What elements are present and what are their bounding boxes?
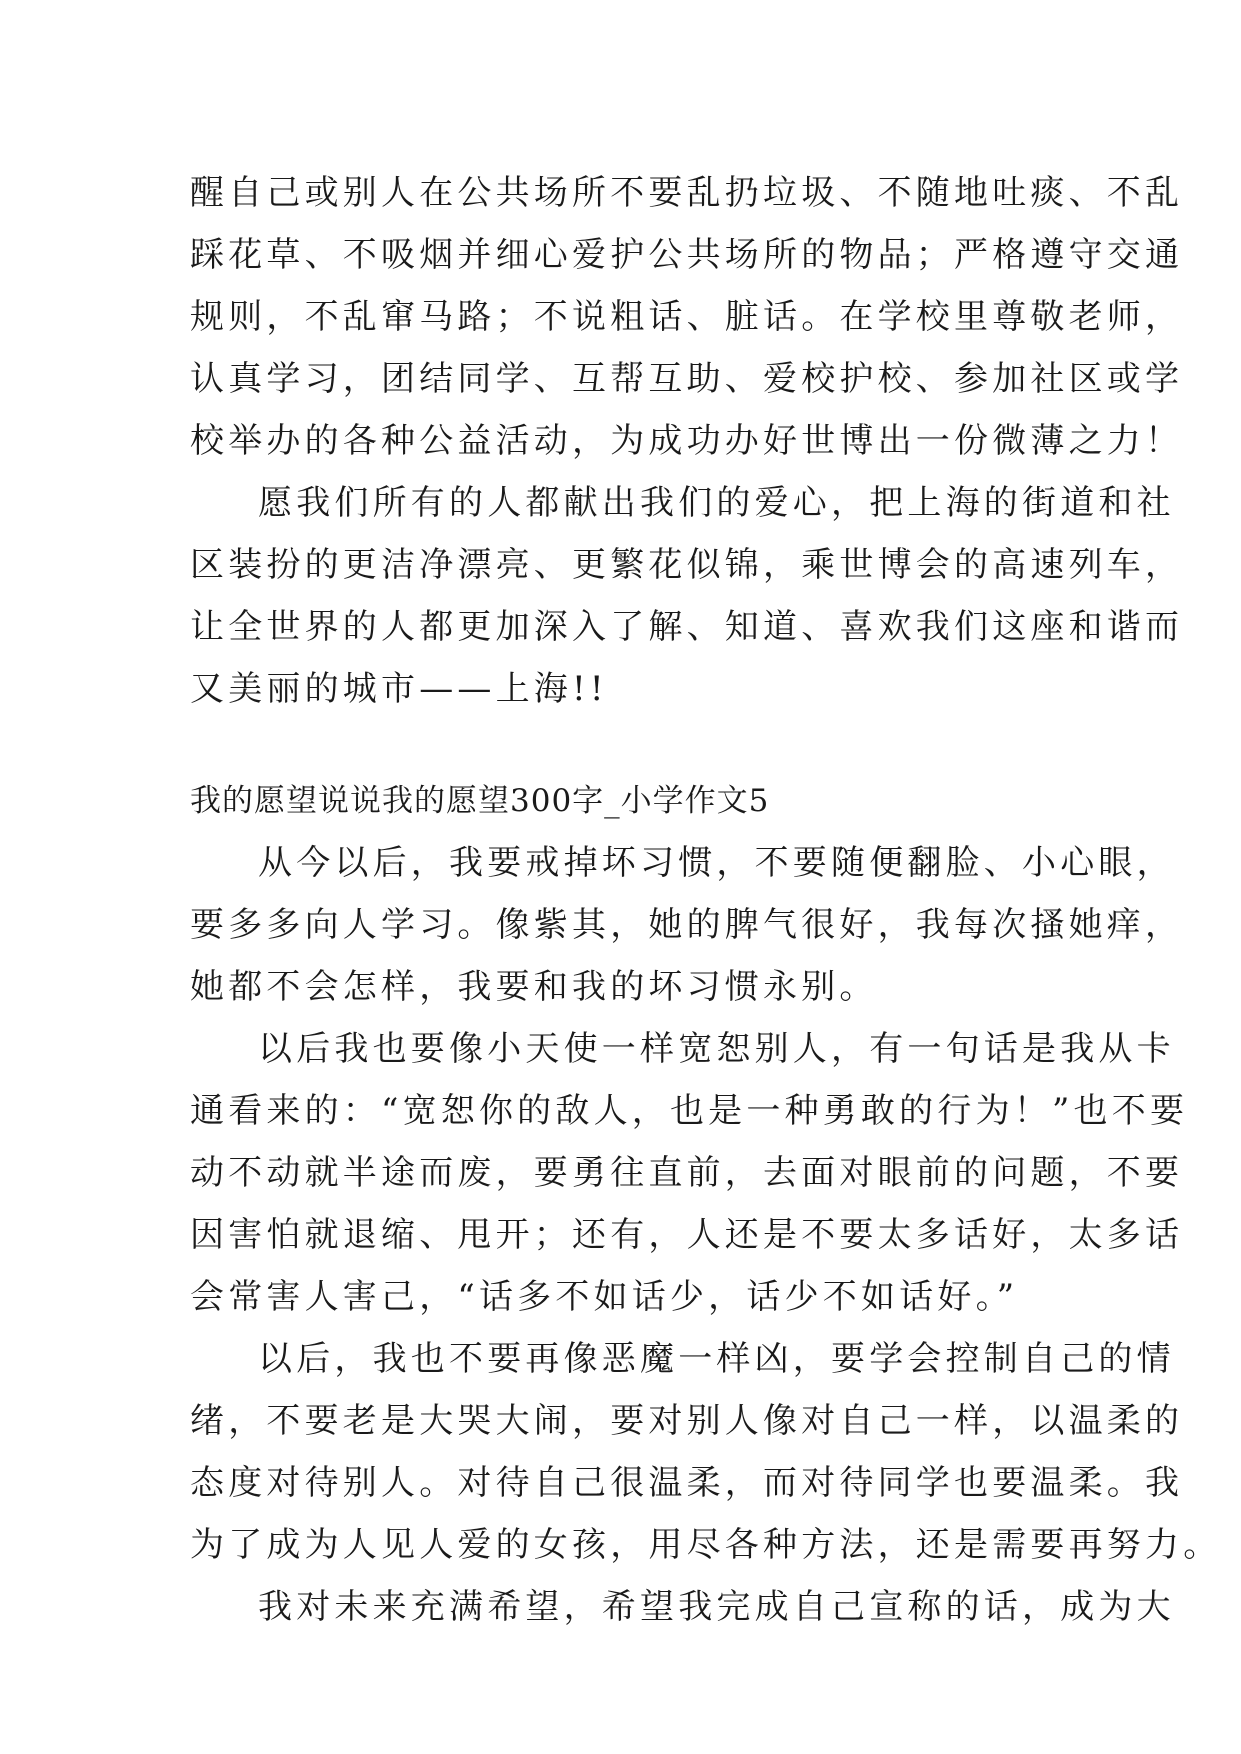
text-line: 区装扮的更洁净漂亮、更繁花似锦，乘世博会的高速列车，	[190, 545, 1184, 585]
text-line: 通看来的：“宽恕你的敌人，也是一种勇敢的行为！”也不要	[190, 1091, 1189, 1131]
paragraph-first-line: 以后我也要像小天使一样宽恕别人，有一句话是我从卡	[258, 1029, 1175, 1069]
text-line: 校举办的各种公益活动，为成功办好世博出一份微薄之力！	[190, 421, 1184, 461]
document-body	[190, 162, 1222, 1638]
text-line: 让全世界的人都更加深入了解、知道、喜欢我们这座和谐而	[190, 607, 1184, 647]
paragraph-first-line: 我对未来充满希望，希望我完成自己宣称的话，成为大	[258, 1587, 1175, 1627]
section-title: 我的愿望说说我的愿望300字_小学作文5	[190, 783, 770, 819]
text-line: 认真学习，团结同学、互帮互助、爱校护校、参加社区或学	[190, 359, 1184, 399]
text-line: 因害怕就退缩、甩开；还有，人还是不要太多话好，太多话	[190, 1215, 1184, 1255]
paragraph-first-line: 从今以后，我要戒掉坏习惯，不要随便翻脸、小心眼，	[258, 843, 1175, 883]
text-line: 绪，不要老是大哭大闹，要对别人像对自己一样，以温柔的	[190, 1401, 1184, 1441]
text-line: 醒自己或别人在公共场所不要乱扔垃圾、不随地吐痰、不乱	[190, 173, 1184, 213]
text-line: 又美丽的城市——上海!!	[190, 669, 608, 709]
paragraph-first-line: 以后，我也不要再像恶魔一样凶，要学会控制自己的情	[258, 1339, 1175, 1379]
text-line: 踩花草、不吸烟并细心爱护公共场所的物品；严格遵守交通	[190, 235, 1184, 275]
section-spacer	[190, 720, 1070, 770]
text-line: 要多多向人学习。像紫其，她的脾气很好，我每次搔她痒，	[190, 905, 1184, 945]
text-line: 规则，不乱窜马路；不说粗话、脏话。在学校里尊敬老师，	[190, 297, 1184, 337]
text-line: 为了成为人见人爱的女孩，用尽各种方法，还是需要再努力。	[190, 1525, 1222, 1565]
text-line: 会常害人害己，“话多不如话少，话少不如话好。”	[190, 1277, 1019, 1317]
text-line: 态度对待别人。对待自己很温柔，而对待同学也要温柔。我	[190, 1463, 1184, 1503]
text-line: 动不动就半途而废，要勇往直前，去面对眼前的问题，不要	[190, 1153, 1184, 1193]
text-line: 她都不会怎样，我要和我的坏习惯永别。	[190, 967, 878, 1007]
paragraph-first-line: 愿我们所有的人都献出我们的爱心，把上海的街道和社	[258, 483, 1175, 523]
